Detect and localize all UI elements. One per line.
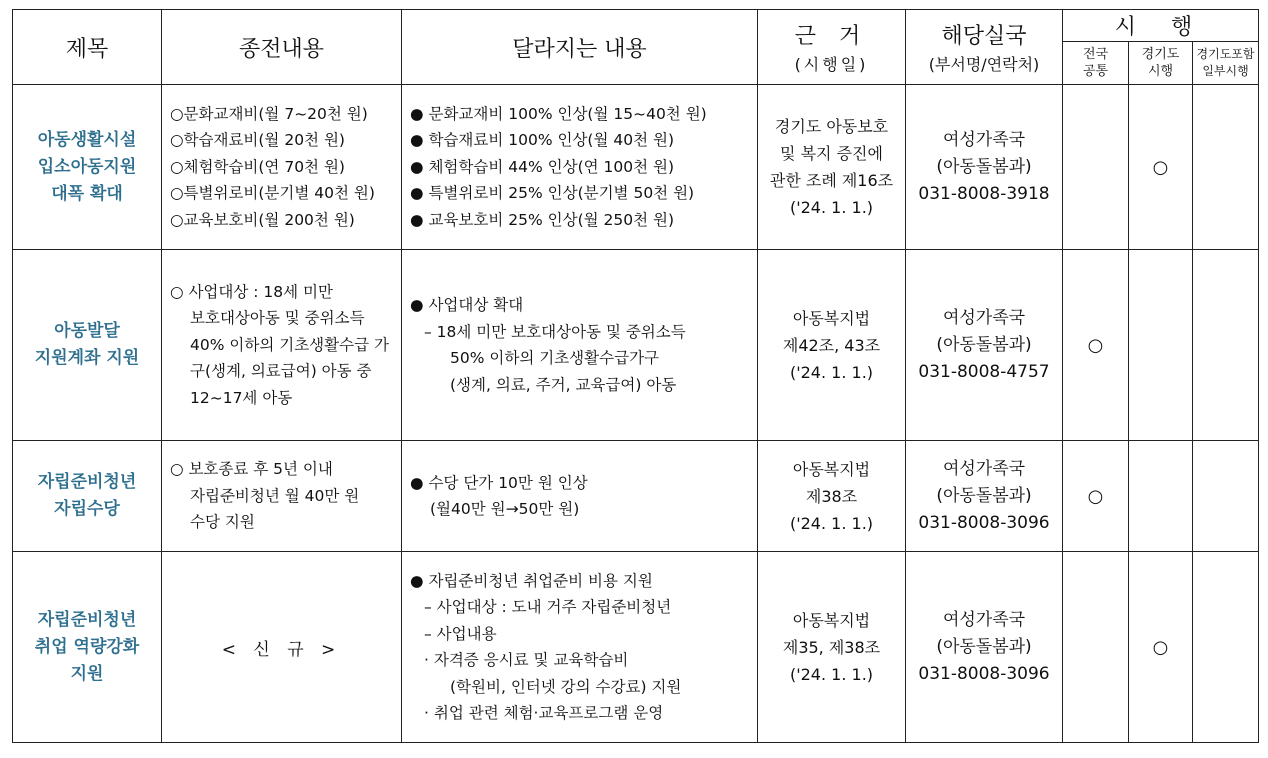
dept-line: 031-8008-3096 — [918, 663, 1050, 684]
row-changed — [402, 552, 758, 743]
policy-changes-table — [12, 9, 1259, 743]
row-title-line: 지원 — [70, 663, 104, 684]
row-changed — [402, 85, 758, 250]
row-title-line: 자립준비청년 — [37, 472, 137, 492]
changed-item: ● 자립준비청년 취업준비 비용 지원 — [410, 571, 653, 590]
basis-line: ('24. 1. 1.) — [789, 513, 874, 533]
table-row — [13, 250, 1259, 441]
dept-line: 031-8008-3918 — [918, 183, 1050, 204]
row-title — [13, 85, 162, 250]
header-exec: 시 행 — [1063, 10, 1259, 42]
previous-item: ○ 보호종료 후 5년 이내 — [170, 460, 333, 479]
row-title-line: 자립수당 — [54, 499, 120, 519]
table-row — [13, 552, 1259, 743]
header-exec-partial — [1193, 42, 1259, 85]
row-previous — [162, 250, 402, 441]
row-title-line: 입소아동지원 — [37, 156, 137, 177]
row-previous-new: < 신 규 > — [162, 552, 402, 743]
changed-subitem-detail: (생계, 의료, 주거, 교육급여) 아동 — [450, 375, 677, 394]
changed-subitem: – 사업내용 — [424, 624, 497, 643]
mark-partial — [1193, 552, 1259, 743]
basis-line: 제42조, 43조 — [782, 335, 881, 355]
changed-item: ● 교육보호비 25% 인상(월 250천 원) — [410, 210, 675, 229]
row-previous — [162, 85, 402, 250]
changed-subitem-detail: · 취업 관련 체험·교육프로그램 운영 — [424, 704, 664, 722]
header-exec-gyeonggi-b: 시행 — [1147, 64, 1174, 79]
basis-line: 제38조 — [805, 486, 858, 506]
dept-line: (아동돌봄과) — [936, 636, 1032, 657]
previous-item-detail: 수당 지원 — [190, 513, 255, 532]
basis-line: 아동복지법 — [792, 610, 871, 630]
changed-item: ● 학습재료비 100% 인상(월 40천 원) — [410, 131, 675, 150]
header-exec-partial-a: 경기도포함 — [1196, 47, 1255, 61]
changed-subitem: – 18세 미만 보호대상아동 및 중위소득 — [424, 322, 686, 341]
header-dept-sub-label: (부서명/연락처) — [928, 55, 1040, 74]
changed-item: ● 수당 단가 10만 원 인상 — [410, 473, 588, 492]
row-dept — [906, 552, 1063, 743]
header-dept — [906, 10, 1063, 85]
dept-line: (아동돌봄과) — [936, 485, 1032, 506]
row-basis — [758, 250, 906, 441]
row-previous — [162, 441, 402, 552]
row-dept — [906, 441, 1063, 552]
mark-gyeonggi — [1129, 441, 1193, 552]
header-title: 제목 — [13, 10, 162, 85]
header-row-top — [13, 10, 1259, 42]
row-changed — [402, 441, 758, 552]
previous-item: ○학습재료비(월 20천 원) — [170, 131, 345, 150]
row-title-line: 취업 역량강화 — [34, 636, 140, 657]
row-title-line: 아동생활시설 — [37, 129, 137, 150]
changed-item: ● 사업대상 확대 — [410, 296, 524, 314]
header-dept-label: 해당실국 — [941, 24, 1027, 49]
row-title — [13, 250, 162, 441]
previous-item: ○ 사업대상 : 18세 미만 — [170, 282, 333, 301]
row-basis — [758, 441, 906, 552]
dept-line: (아동돌봄과) — [936, 334, 1032, 355]
header-previous: 종전내용 — [162, 10, 402, 85]
mark-national — [1063, 552, 1129, 743]
basis-line: 아동복지법 — [792, 308, 871, 328]
dept-line: 031-8008-4757 — [918, 361, 1050, 382]
previous-item: ○교육보호비(월 200천 원) — [170, 210, 355, 229]
dept-line: 여성가족국 — [942, 458, 1026, 479]
previous-item-detail: 자립준비청년 월 40만 원 — [190, 486, 360, 505]
basis-line: ('24. 1. 1.) — [789, 198, 874, 217]
header-exec-national — [1063, 42, 1129, 85]
header-exec-gyeonggi-a: 경기도 — [1141, 47, 1180, 62]
changed-item: ● 특별위로비 25% 인상(분기별 50천 원) — [410, 184, 695, 203]
row-title — [13, 441, 162, 552]
row-title-line: 자립준비청년 — [37, 609, 137, 630]
mark-partial — [1193, 441, 1259, 552]
header-exec-gyeonggi — [1129, 42, 1193, 85]
previous-item-detail: 보호대상아동 및 중위소득 40% 이하의 기초생활수급 가구(생계, 의료급여) 아동 중 12~17세 아동 — [190, 309, 389, 407]
basis-line: 관한 조례 제16조 — [769, 171, 894, 190]
row-dept — [906, 85, 1063, 250]
row-title-line: 아동발달 — [54, 321, 120, 341]
basis-line: 아동복지법 — [792, 459, 871, 479]
changed-subitem: – 사업대상 : 도내 거주 자립준비청년 — [424, 598, 672, 616]
header-exec-national-a: 전국 — [1082, 47, 1109, 62]
changed-item: ● 문화교재비 100% 인상(월 15~40천 원) — [410, 104, 707, 123]
dept-line: 031-8008-3096 — [918, 512, 1050, 533]
row-basis — [758, 552, 906, 743]
row-title — [13, 552, 162, 743]
row-dept — [906, 250, 1063, 441]
mark-partial — [1193, 85, 1259, 250]
table-row — [13, 441, 1259, 552]
basis-line: 및 복지 증진에 — [780, 144, 883, 163]
basis-line: ('24. 1. 1.) — [789, 664, 874, 684]
basis-line: ('24. 1. 1.) — [789, 362, 874, 382]
row-title-line: 지원계좌 지원 — [34, 348, 140, 368]
previous-item: ○문화교재비(월 7~20천 원) — [170, 104, 368, 123]
changed-item: ● 체험학습비 44% 인상(연 100천 원) — [410, 157, 675, 176]
changed-subitem: (월40만 원→50만 원) — [430, 500, 580, 518]
dept-line: 여성가족국 — [942, 129, 1026, 150]
dept-line: (아동돌봄과) — [936, 156, 1032, 177]
header-exec-national-b: 공통 — [1082, 64, 1109, 79]
header-basis — [758, 10, 906, 85]
row-basis — [758, 85, 906, 250]
previous-item: ○체험학습비(연 70천 원) — [170, 157, 345, 176]
header-basis-date-label: (시행일) — [794, 55, 869, 74]
basis-line: 경기도 아동보호 — [774, 117, 889, 136]
changed-subitem-detail: 50% 이하의 기초생활수급가구 — [450, 349, 660, 367]
mark-national — [1063, 85, 1129, 250]
changed-subitem-detail: · 자격증 응시료 및 교육학습비 — [424, 651, 629, 669]
mark-gyeonggi — [1129, 250, 1193, 441]
header-basis-label: 근 거 — [794, 24, 869, 49]
table-row — [13, 85, 1259, 250]
dept-line: 여성가족국 — [942, 307, 1026, 328]
previous-item: ○특별위로비(분기별 40천 원) — [170, 184, 375, 203]
row-title-line: 대폭 확대 — [51, 183, 123, 204]
row-changed — [402, 250, 758, 441]
mark-national: ○ — [1063, 441, 1129, 552]
mark-gyeonggi: ○ — [1129, 552, 1193, 743]
mark-partial — [1193, 250, 1259, 441]
header-changed: 달라지는 내용 — [402, 10, 758, 85]
header-exec-partial-b: 일부시행 — [1202, 64, 1249, 78]
basis-line: 제35, 제38조 — [782, 637, 881, 657]
changed-subitem-detail: (학원비, 인터넷 강의 수강료) 지원 — [450, 677, 682, 696]
mark-national: ○ — [1063, 250, 1129, 441]
dept-line: 여성가족국 — [942, 609, 1026, 630]
mark-gyeonggi: ○ — [1129, 85, 1193, 250]
